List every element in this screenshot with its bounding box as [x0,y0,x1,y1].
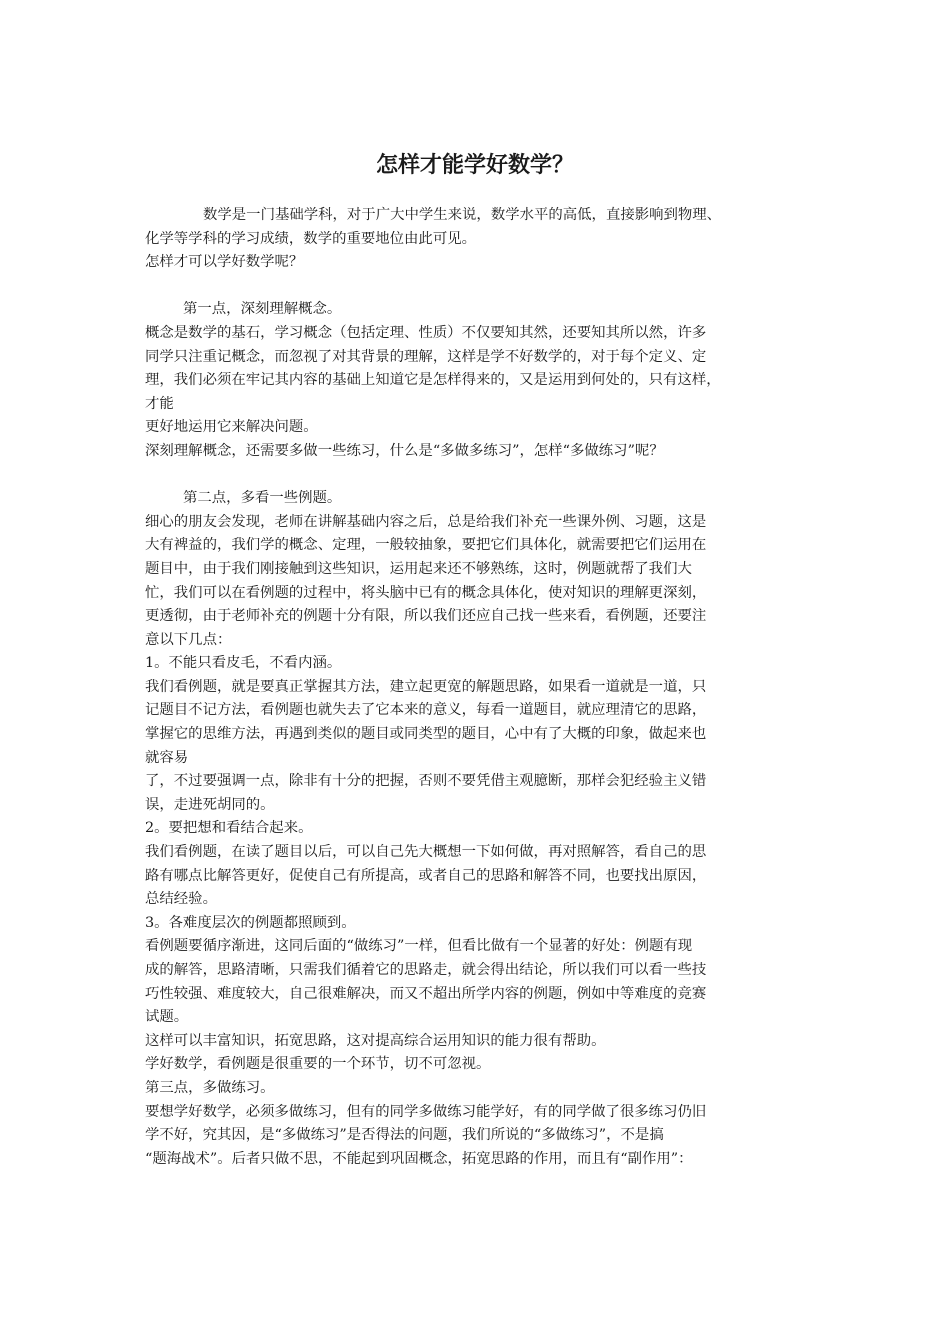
paragraph-line: 路有哪点比解答更好，促使自己有所提高，或者自己的思路和解答不同，也要找出原因， [145,867,707,884]
blank-line [145,464,810,488]
paragraph-line: 记题目不记方法，看例题也就失去了它本来的意义，每看一道题目，就应理清它的思路， [145,702,707,719]
paragraph-line: 成的解答，思路清晰，只需我们循着它的思路走，就会得出结论，所以我们可以看一些技 [145,962,707,978]
paragraph-line: 掌握它的思维方法，再遇到类似的题目或同类型的题目，心中有了大概的印象，做起来也 [145,726,707,743]
section-heading-3: 第三点，多做练习。 [145,1079,275,1096]
paragraph-line: 化学等学科的学习成绩，数学的重要地位由此可见。 [145,230,476,247]
paragraph-line: 数学是一门基础学科，对于广大中学生来说，数学水平的高低，直接影响到物理、 [203,207,722,223]
document-body [145,204,810,1171]
paragraph-line: 试题。 [145,1009,189,1026]
paragraph-line: 学不好，究其因，是“多做练习”是否得法的问题，我们所说的“多做练习”，不是搞 [145,1127,664,1144]
paragraph-line: 我们看例题，就是要真正掌握其方法，建立起更宽的解题思路，如果看一道就是一道，只 [145,678,707,695]
paragraph-line: 理，我们必须在牢记其内容的基础上知道它是怎样得来的，又是运用到何处的，只有这样， [145,372,721,389]
paragraph-line: 更透彻，由于老师补充的例题十分有限，所以我们还应自己找一些来看，看例题，还要注 [145,608,707,625]
paragraph-line: 大有裨益的，我们学的概念、定理，一般较抽象，要把它们具体化，就需要把它们运用在 [145,537,707,554]
section-heading-1: 第一点，深刻理解概念。 [183,301,342,318]
paragraph-line: 细心的朋友会发现，老师在讲解基础内容之后，总是给我们补充一些课外例、习题，这是 [145,513,707,530]
paragraph-line: 同学只注重记概念，而忽视了对其背景的理解，这样是学不好数学的，对于每个定义、定 [145,348,707,365]
document-title: 怎样才能学好数学？ [375,152,574,178]
paragraph-line: 看例题要循序渐进，这同后面的“做练习”一样，但看比做有一个显著的好处：例题有现 [145,938,693,955]
blank-line [145,275,810,299]
paragraph-line: 这样可以丰富知识，拓宽思路，这对提高综合运用知识的能力很有帮助。 [145,1032,606,1049]
list-heading-1: 1。不能只看皮毛，不看内涵。 [145,655,342,672]
paragraph-line: 总结经验。 [145,891,217,908]
paragraph-line: 深刻理解概念，还需要多做一些练习，什么是“多做多练习”，怎样“多做练习”呢？ [145,442,664,459]
paragraph-line: 就容易 [145,749,189,766]
paragraph-line: 题目中，由于我们刚接触到这些知识，运用起来还不够熟练，这时，例题就帮了我们大 [145,560,692,577]
paragraph-line: “题海战术”。后者只做不思，不能起到巩固概念，拓宽思路的作用，而且有“副作用”： [145,1150,693,1167]
list-heading-3: 3。各难度层次的例题都照顾到。 [145,914,356,931]
paragraph-line: 怎样才可以学好数学呢？ [145,254,304,271]
paragraph-line: 意以下几点： [145,631,232,648]
paragraph-line: 误，走进死胡同的。 [145,796,275,813]
paragraph-line: 才能 [145,395,174,412]
paragraph-line: 要想学好数学，必须多做练习，但有的同学多做练习能学好，有的同学做了很多练习仍旧 [145,1103,707,1120]
paragraph-line: 了，不过要强调一点，除非有十分的把握，否则不要凭借主观臆断，那样会犯经验主义错 [145,773,707,790]
paragraph-line: 概念是数学的基石，学习概念（包括定理、性质）不仅要知其然，还要知其所以然，许多 [145,324,707,341]
paragraph-line: 更好地运用它来解决问题。 [145,419,318,436]
section-heading-2: 第二点，多看一些例题。 [183,490,342,507]
list-heading-2: 2。要把想和看结合起来。 [145,820,313,837]
paragraph-line: 我们看例题，在读了题目以后，可以自己先大概想一下如何做，再对照解答，看自己的思 [145,844,707,861]
paragraph-line: 学好数学，看例题是很重要的一个环节，切不可忽视。 [145,1056,491,1073]
paragraph-line: 巧性较强、难度较大，自己很难解决，而又不超出所学内容的例题，例如中等难度的竞赛 [145,985,707,1002]
paragraph-line: 忙，我们可以在看例题的过程中，将头脑中已有的概念具体化，使对知识的理解更深刻， [145,584,707,601]
